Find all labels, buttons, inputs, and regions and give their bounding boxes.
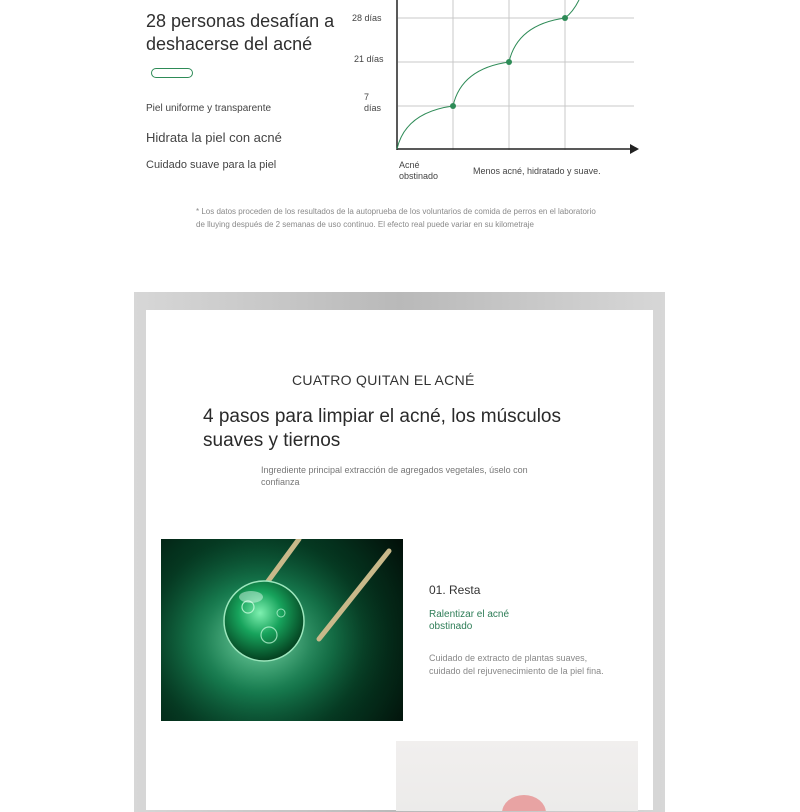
section-subtitle: Ingrediente principal extracción de agregados vegetales, úselo con confianza bbox=[261, 465, 528, 487]
growth-curve bbox=[397, 0, 579, 149]
data-footnote: * Los datos proceden de los resultados de la autoprueba de los voluntarios de comida de perros en el laboratorio de lluying después de 2 semanas de uso continuo. El efecto real puede variar en su kilometraje bbox=[196, 207, 596, 229]
intro-headline: 28 personas desafían a deshacerse del acné bbox=[146, 11, 335, 54]
chart-point-3 bbox=[562, 15, 568, 21]
chart-grid bbox=[398, 0, 634, 150]
pink-product-image bbox=[396, 741, 638, 811]
x-label-end: Menos acné, hidratado y suave. bbox=[473, 166, 601, 176]
feature-item-2: Hidrata la piel con acné bbox=[146, 130, 282, 145]
feature-item-3: Cuidado suave para la piel bbox=[146, 159, 277, 171]
y-label-21: 21 días bbox=[354, 54, 384, 64]
y-label-7: 7 días bbox=[364, 92, 382, 113]
step-1-description: Cuidado de extracto de plantas suaves, cuidado del rejuvenecimiento de la piel fina. bbox=[429, 653, 604, 676]
step-1-number: 01. Resta bbox=[429, 583, 481, 597]
step-1-tag: Ralentizar el acné obstinado bbox=[429, 609, 510, 632]
x-axis-arrow-icon bbox=[630, 144, 639, 154]
x-label-start: Acné obstinado bbox=[399, 160, 439, 181]
chart-point-1 bbox=[450, 103, 456, 109]
y-label-28: 28 días bbox=[352, 13, 382, 23]
serum-capsule-photo bbox=[161, 539, 403, 721]
chart-axes bbox=[397, 0, 639, 154]
feature-item-1: Piel uniforme y transparente bbox=[146, 103, 272, 114]
chart-point-2 bbox=[506, 59, 512, 65]
section-title: 4 pasos para limpiar el acné, los músculos suaves y tiernos bbox=[203, 406, 562, 451]
section-kicker: CUATRO QUITAN EL ACNÉ bbox=[292, 372, 475, 388]
green-serum-capsule-tweezers-icon bbox=[161, 539, 403, 721]
step-2-photo bbox=[396, 741, 638, 811]
